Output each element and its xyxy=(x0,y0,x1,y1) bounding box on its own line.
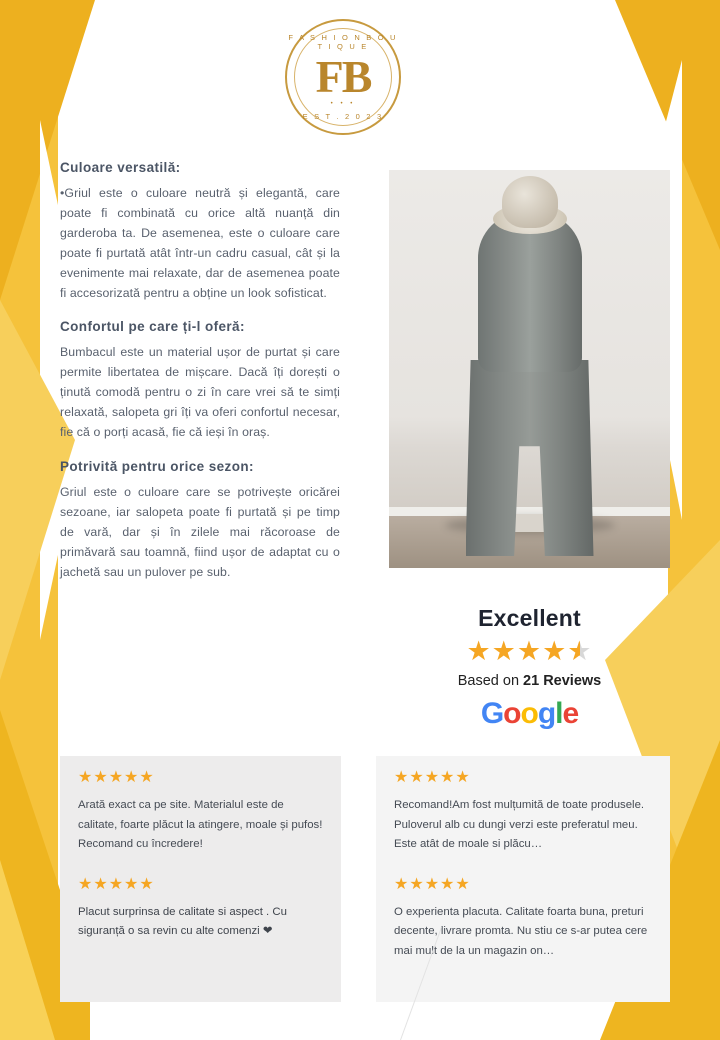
product-photo xyxy=(389,170,670,568)
review-count: 21 Reviews xyxy=(523,673,602,689)
review-item xyxy=(60,756,341,859)
jumpsuit-bodice xyxy=(478,212,582,372)
google-logo-g2: g xyxy=(537,697,556,730)
logo-monogram: FB xyxy=(315,51,371,102)
section-heading-season: Potrivită pentru orice sezon: xyxy=(60,458,254,474)
rating-stars-full: ★★★★ xyxy=(466,636,568,666)
review-item xyxy=(60,859,341,946)
rating-stars xyxy=(466,638,592,665)
google-logo-e: e xyxy=(562,697,579,730)
logo-dots: • • • xyxy=(330,101,356,107)
review-item xyxy=(376,756,670,859)
mannequin-head xyxy=(502,176,558,228)
review-stars: ★★★★★ xyxy=(78,875,155,893)
logo-arc-top-text: F A S H I O N B O U T I Q U E xyxy=(288,33,398,51)
google-logo-o2: o xyxy=(520,697,538,730)
review-card-column-right xyxy=(376,756,670,1002)
section-body-season: Griul este o culoare care se potrivește oricărei sezoane, iar salopeta poate fi purtată și pe timp de vară, dar și în zilele mai răcoroase de primăvară sau toamnă, fiind ușor de adaptat cu o jachetă sau un pulover pe sub. xyxy=(60,484,340,579)
rating-star-half: ★ xyxy=(567,636,593,666)
review-stars: ★★★★★ xyxy=(394,769,471,786)
section-heading-comfort: Confortul pe care ți-l oferă: xyxy=(60,319,245,335)
review-rating-title: Excellent xyxy=(478,605,581,631)
google-logo-l: l xyxy=(555,697,563,730)
review-item xyxy=(376,859,670,966)
review-card-column-left xyxy=(60,756,341,1002)
review-text: Recomand!Am fost mulțumită de toate produsele. Puloverul alb cu dungi verzi este preferatul meu. Este atât de moale si plăcu… xyxy=(394,799,645,851)
review-stars: ★★★★★ xyxy=(78,769,155,786)
based-on-prefix: Based on xyxy=(457,673,524,689)
google-logo xyxy=(481,697,578,731)
google-review-summary xyxy=(389,592,670,744)
description-column xyxy=(60,160,340,599)
review-stars: ★★★★★ xyxy=(394,875,471,893)
brand-logo xyxy=(268,18,418,136)
review-text: O experienta placuta. Calitate foarta buna, preturi decente, livrare promta. Nu stiu ce s-ar putea cere mai mult de la un magazin on… xyxy=(394,905,648,958)
section-heading-color: Culoare versatilă: xyxy=(60,160,181,175)
google-logo-g1: G xyxy=(480,697,504,730)
review-count-line xyxy=(458,673,602,689)
section-body-color: •Griul este o culoare neutră și elegantă, care poate fi combinată cu orice altă nuanță din garderoba ta. De asemenea, este o culoare care poate fi purtată atât într-un cadru casual, cât și la evenimente mai relaxate, dar de asemenea poate fi accesorizată pentru a obține un look sofisticat. xyxy=(60,186,340,300)
logo-arc-bottom-text: E S T . 2 0 2 3 xyxy=(302,112,384,121)
review-text: Arată exact ca pe site. Materialul este de calitate, foarte plăcut la atingere, moale și pufos! Recomand cu încredere! xyxy=(78,799,323,851)
review-text: Placut surprinsa de calitate si aspect . Cu siguranță o sa revin cu alte comenzi ❤ xyxy=(78,905,287,938)
google-logo-o1: o xyxy=(503,697,521,730)
section-body-comfort: Bumbacul este un material ușor de purtat și care permite libertatea de mișcare. Dacă îți dorești o ținută comodă pentru o zi în care vrei să te simți relaxată, salopeta gri îți va oferi confortul necesar, fie că o porți acasă, fie că ieși în oraș. xyxy=(60,345,340,440)
logo-circle xyxy=(285,19,401,135)
